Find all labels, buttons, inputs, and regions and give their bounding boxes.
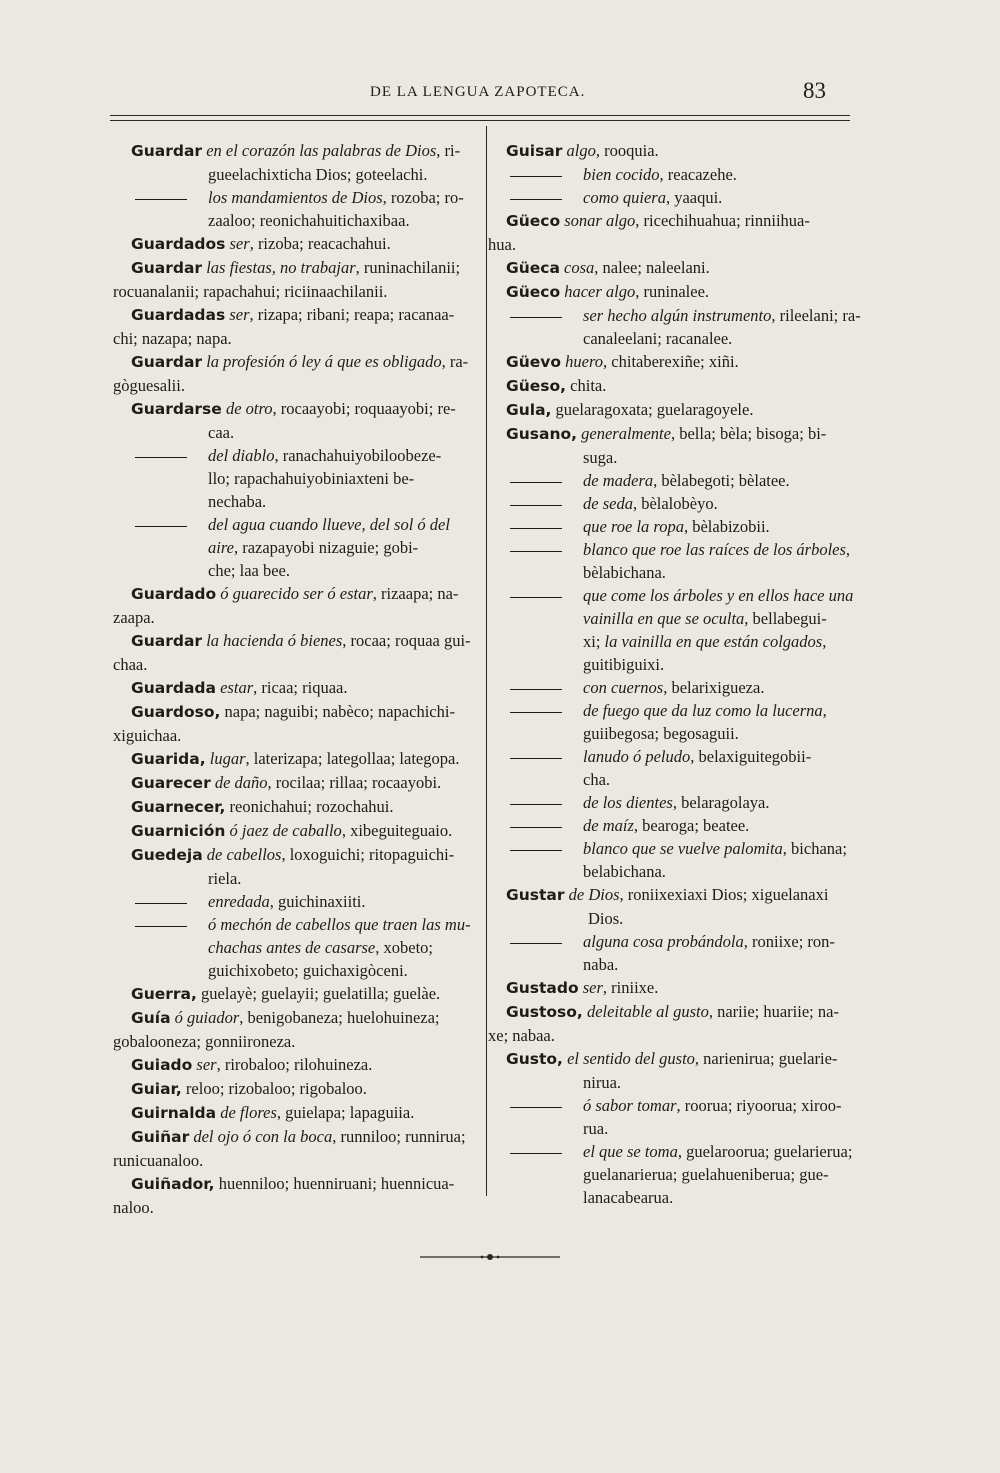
entry-line bbox=[113, 606, 479, 629]
qualifier-text: ser bbox=[582, 978, 603, 997]
entry-headword-line bbox=[488, 398, 866, 422]
definition-text: , laterizapa; lategollaa; lategopa. bbox=[245, 749, 460, 768]
definition-text: hua. bbox=[488, 235, 516, 254]
definition-text: naloo. bbox=[113, 1198, 154, 1217]
entry-headword-line bbox=[488, 209, 866, 233]
headword: Gustar bbox=[506, 886, 565, 904]
entry-line bbox=[488, 814, 866, 837]
entry-line bbox=[488, 630, 866, 653]
repeat-dash bbox=[510, 1153, 562, 1154]
definition-text: , guelaroorua; guelarierua; bbox=[677, 1142, 853, 1161]
definition-text: reloo; rizobaloo; rigobaloo. bbox=[181, 1079, 367, 1098]
headword: Güevo bbox=[506, 353, 562, 371]
qualifier-text: ó guiador bbox=[174, 1008, 240, 1027]
headword: Guardar bbox=[131, 259, 203, 277]
definition-text: , bèlalobèyo. bbox=[632, 494, 718, 513]
qualifier-text: alguna cosa probándola bbox=[583, 932, 744, 951]
entry-headword-line bbox=[113, 700, 479, 724]
definition-text: , narienirua; guelarie- bbox=[694, 1049, 838, 1068]
entry-headword-line bbox=[113, 795, 479, 819]
definition-text: napa; naguibi; nabèco; napachichi- bbox=[220, 702, 455, 721]
qualifier-text: las fiestas, no trabajar bbox=[206, 258, 356, 277]
definition-text: rocuanalanii; rapachahui; riciinaachilanii. bbox=[113, 282, 388, 301]
qualifier-text: de los dientes bbox=[583, 793, 673, 812]
qualifier-text: aire bbox=[208, 538, 234, 557]
headword: Güeco bbox=[506, 212, 561, 230]
qualifier-text: la profesión ó ley á que es obligado bbox=[206, 352, 442, 371]
definition-text: caa. bbox=[208, 423, 235, 442]
definition-text: , chitaberexiñe; xiñi. bbox=[603, 352, 739, 371]
qualifier-text: ó jaez de caballo bbox=[229, 821, 342, 840]
headword: Gula, bbox=[506, 401, 552, 419]
definition-text: naba. bbox=[583, 955, 619, 974]
entry-headword-line bbox=[488, 883, 866, 907]
definition-text: chita. bbox=[566, 376, 607, 395]
repeat-dash bbox=[510, 551, 562, 552]
entry-line bbox=[113, 513, 479, 536]
repeat-dash bbox=[510, 505, 562, 506]
right-column bbox=[488, 139, 866, 1209]
qualifier-text: ser bbox=[196, 1055, 217, 1074]
headword: Guiado bbox=[131, 1056, 193, 1074]
repeat-dash bbox=[510, 482, 562, 483]
qualifier-text: ser hecho algún instrumento bbox=[583, 306, 772, 325]
qualifier-text: lugar bbox=[209, 749, 246, 768]
repeat-dash bbox=[510, 850, 562, 851]
qualifier-text: generalmente bbox=[581, 424, 671, 443]
definition-text: , bbox=[845, 540, 851, 559]
entry-headword-line bbox=[113, 397, 479, 421]
definition-text: cha. bbox=[583, 770, 611, 789]
definition-text: , loxoguichi; ritopaguichi- bbox=[281, 845, 455, 864]
definition-text: , yaaqui. bbox=[665, 188, 723, 207]
qualifier-text: el sentido del gusto bbox=[567, 1049, 695, 1068]
definition-text: , roniixe; ron- bbox=[743, 932, 835, 951]
definition-text: , rocaa; roquaa gui- bbox=[342, 631, 471, 650]
headword: Gustado bbox=[506, 979, 579, 997]
entry-line bbox=[488, 515, 866, 538]
entry-line bbox=[488, 538, 866, 561]
entry-headword-line bbox=[113, 232, 479, 256]
headword: Gustoso, bbox=[506, 1003, 583, 1021]
repeat-dash bbox=[510, 804, 562, 805]
definition-text: , bèlabegoti; bèlatee. bbox=[653, 471, 790, 490]
repeat-dash bbox=[135, 926, 187, 927]
entry-line bbox=[113, 209, 479, 232]
qualifier-text: ser bbox=[229, 305, 250, 324]
qualifier-text: ó guarecido ser ó estar bbox=[220, 584, 373, 603]
headword: Guiar, bbox=[131, 1080, 182, 1098]
definition-text: , runinalee. bbox=[635, 282, 710, 301]
entry-headword-line bbox=[113, 139, 479, 163]
headword: Guardar bbox=[131, 353, 203, 371]
qualifier-text: en el corazón las palabras de Dios bbox=[206, 141, 437, 160]
qualifier-text: chachas antes de casarse bbox=[208, 938, 376, 957]
entry-line bbox=[113, 186, 479, 209]
entry-line bbox=[488, 907, 866, 930]
definition-text: guelanarierua; guelahueniberua; gue- bbox=[583, 1165, 829, 1184]
definition-text: , ranachahuiyobiloobeze- bbox=[274, 446, 442, 465]
repeat-dash bbox=[135, 199, 187, 200]
entry-line bbox=[488, 163, 866, 186]
qualifier-text: de maíz bbox=[583, 816, 634, 835]
qualifier-text: estar bbox=[220, 678, 254, 697]
left-column bbox=[113, 139, 479, 1219]
headword: Guirnalda bbox=[131, 1104, 217, 1122]
qualifier-text: la hacienda ó bienes bbox=[206, 631, 343, 650]
entry-headword-line bbox=[113, 1077, 479, 1101]
definition-text: , rizaapa; na- bbox=[372, 584, 459, 603]
entry-line bbox=[488, 1024, 866, 1047]
entry-headword-line bbox=[113, 747, 479, 771]
qualifier-text: blanco que se vuelve palomita bbox=[583, 839, 783, 858]
entry-line bbox=[113, 913, 479, 936]
definition-text: , nalee; naleelani. bbox=[594, 258, 710, 277]
definition-text: guichixobeto; guichaxigòceni. bbox=[208, 961, 408, 980]
entry-line bbox=[488, 653, 866, 676]
definition-text: , bichana; bbox=[782, 839, 847, 858]
entry-headword-line bbox=[113, 771, 479, 795]
repeat-dash bbox=[510, 943, 562, 944]
entry-headword-line bbox=[488, 976, 866, 1000]
entry-line bbox=[488, 607, 866, 630]
entry-line bbox=[113, 374, 479, 397]
definition-text: nirua. bbox=[583, 1073, 622, 1092]
entry-line bbox=[488, 1163, 866, 1186]
definition-text: Dios. bbox=[588, 909, 624, 928]
definition-text: xe; nabaa. bbox=[488, 1026, 555, 1045]
qualifier-text: la vainilla en que están colgados bbox=[604, 632, 823, 651]
definition-text: gueelachixticha Dios; goteelachi. bbox=[208, 165, 428, 184]
entry-headword-line bbox=[113, 1006, 479, 1030]
definition-text: guitibiguixi. bbox=[583, 655, 665, 674]
entry-line bbox=[113, 1149, 479, 1172]
qualifier-text: vainilla en que se oculta bbox=[583, 609, 745, 628]
headword: Guardar bbox=[131, 632, 203, 650]
definition-text: canaleelani; racanalee. bbox=[583, 329, 733, 348]
qualifier-text: deleitable al gusto bbox=[586, 1002, 709, 1021]
headword: Guarecer bbox=[131, 774, 211, 792]
running-head: DE LA LENGUA ZAPOTECA. bbox=[370, 84, 586, 100]
entry-headword-line bbox=[113, 819, 479, 843]
headword: Gusto, bbox=[506, 1050, 563, 1068]
entry-line bbox=[488, 186, 866, 209]
qualifier-text: del ojo ó con la boca bbox=[193, 1127, 333, 1146]
entry-headword-line bbox=[113, 582, 479, 606]
headword: Guarnición bbox=[131, 822, 226, 840]
headword: Gusano, bbox=[506, 425, 578, 443]
qualifier-text: bien cocido bbox=[583, 165, 660, 184]
definition-text: lanacabearua. bbox=[583, 1188, 674, 1207]
qualifier-text: de flores bbox=[220, 1103, 277, 1122]
headword: Guardada bbox=[131, 679, 216, 697]
entry-headword-line bbox=[488, 139, 866, 163]
definition-text: , bellabegui- bbox=[744, 609, 827, 628]
definition-text: nechaba. bbox=[208, 492, 267, 511]
headword: Guardado bbox=[131, 585, 217, 603]
definition-text: , rocaayobi; roquaayobi; re- bbox=[272, 399, 456, 418]
definition-text: , rooquia. bbox=[595, 141, 659, 160]
definition-text: , xobeto; bbox=[375, 938, 434, 957]
definition-text: , guichinaxiiti. bbox=[269, 892, 366, 911]
entry-line bbox=[488, 745, 866, 768]
entry-line bbox=[488, 1094, 866, 1117]
entry-line bbox=[113, 1030, 479, 1053]
definition-text: reonichahui; rozochahui. bbox=[225, 797, 394, 816]
entry-line bbox=[113, 1196, 479, 1219]
entry-headword-line bbox=[488, 1047, 866, 1071]
entry-line bbox=[113, 444, 479, 467]
definition-text: , rozoba; ro- bbox=[382, 188, 464, 207]
definition-text: chaa. bbox=[113, 655, 148, 674]
entry-line bbox=[488, 584, 866, 607]
entry-line bbox=[113, 867, 479, 890]
entry-line bbox=[488, 791, 866, 814]
definition-text: xiguichaa. bbox=[113, 726, 182, 745]
repeat-dash bbox=[510, 689, 562, 690]
definition-text: , ricechihuahua; rinniihua- bbox=[635, 211, 810, 230]
page-number: 83 bbox=[803, 78, 826, 103]
definition-text: , roniixexiaxi Dios; xiguelanaxi bbox=[619, 885, 829, 904]
repeat-dash bbox=[510, 597, 562, 598]
definition-text: che; laa bee. bbox=[208, 561, 290, 580]
entry-line bbox=[113, 559, 479, 582]
repeat-dash bbox=[510, 758, 562, 759]
headword: Guisar bbox=[506, 142, 563, 160]
entry-line bbox=[488, 676, 866, 699]
entry-headword-line bbox=[113, 303, 479, 327]
definition-text: suga. bbox=[583, 448, 618, 467]
headword: Guarida, bbox=[131, 750, 206, 768]
definition-text: , ra- bbox=[441, 352, 469, 371]
definition-text: , bbox=[822, 701, 827, 720]
definition-text: , ri- bbox=[436, 141, 461, 160]
definition-text: gobalooneza; gonniironeza. bbox=[113, 1032, 296, 1051]
definition-text: , ricaa; riquaa. bbox=[253, 678, 348, 697]
entry-line bbox=[113, 959, 479, 982]
entry-line bbox=[488, 1117, 866, 1140]
qualifier-text: que roe la ropa bbox=[583, 517, 684, 536]
headword: Güeco bbox=[506, 283, 561, 301]
qualifier-text: sonar algo bbox=[564, 211, 636, 230]
definition-text: , bèlabizobii. bbox=[683, 517, 770, 536]
headword: Guardoso, bbox=[131, 703, 221, 721]
headword: Guardadas bbox=[131, 306, 226, 324]
entry-line bbox=[113, 163, 479, 186]
definition-text: , runniloo; runnirua; bbox=[332, 1127, 466, 1146]
entry-headword-line bbox=[488, 374, 866, 398]
definition-text: , rizoba; reacachahui. bbox=[249, 234, 391, 253]
repeat-dash bbox=[135, 903, 187, 904]
definition-text: huenniloo; huenniruani; huennicua- bbox=[214, 1174, 455, 1193]
entry-line bbox=[113, 490, 479, 513]
definition-text: zaapa. bbox=[113, 608, 155, 627]
repeat-dash bbox=[135, 457, 187, 458]
column-divider bbox=[486, 126, 487, 1196]
entry-line bbox=[113, 421, 479, 444]
definition-text: , rocilaa; rillaa; rocaayobi. bbox=[267, 773, 442, 792]
definition-text: runicuanaloo. bbox=[113, 1151, 204, 1170]
end-ornament bbox=[420, 1252, 560, 1262]
repeat-dash bbox=[510, 528, 562, 529]
definition-text: riela. bbox=[208, 869, 242, 888]
definition-text: , runinachilanii; bbox=[355, 258, 461, 277]
definition-text: , bbox=[822, 632, 827, 651]
entry-line bbox=[113, 536, 479, 559]
qualifier-text: de otro bbox=[225, 399, 273, 418]
definition-text: , xibeguiteguaio. bbox=[341, 821, 453, 840]
entry-line bbox=[488, 304, 866, 327]
entry-line bbox=[488, 699, 866, 722]
qualifier-text: algo bbox=[566, 141, 596, 160]
entry-headword-line bbox=[488, 1000, 866, 1024]
definition-text: zaaloo; reonichahuitichaxibaa. bbox=[208, 211, 410, 230]
entry-line bbox=[488, 561, 866, 584]
qualifier-text: de fuego que da luz como la lucerna bbox=[583, 701, 823, 720]
definition-text: , riniixe. bbox=[602, 978, 659, 997]
headword: Güeca bbox=[506, 259, 560, 277]
definition-text: , bella; bèla; bisoga; bi- bbox=[670, 424, 827, 443]
qualifier-text: los mandamientos de Dios bbox=[208, 188, 383, 207]
entry-headword-line bbox=[113, 676, 479, 700]
entry-line bbox=[488, 953, 866, 976]
definition-text: , razapayobi nizaguie; gobi- bbox=[233, 538, 419, 557]
entry-headword-line bbox=[113, 1172, 479, 1196]
qualifier-text: de seda bbox=[583, 494, 633, 513]
entry-headword-line bbox=[113, 350, 479, 374]
headword: Guiñar bbox=[131, 1128, 190, 1146]
definition-text: , belaxiguitegobii- bbox=[690, 747, 812, 766]
repeat-dash bbox=[135, 526, 187, 527]
entry-line bbox=[488, 446, 866, 469]
qualifier-text: enredada bbox=[208, 892, 270, 911]
definition-text: guelayè; guelayii; guelatilla; guelàe. bbox=[196, 984, 441, 1003]
definition-text: , belaragolaya. bbox=[672, 793, 770, 812]
qualifier-text: huero bbox=[565, 352, 604, 371]
headword: Guarnecer, bbox=[131, 798, 226, 816]
entry-headword-line bbox=[113, 843, 479, 867]
qualifier-text: de cabellos bbox=[206, 845, 282, 864]
headword: Guardados bbox=[131, 235, 226, 253]
definition-text: , guielapa; lapaguiia. bbox=[276, 1103, 415, 1122]
qualifier-text: hacer algo bbox=[564, 282, 636, 301]
qualifier-text: de daño bbox=[214, 773, 268, 792]
qualifier-text: el que se toma bbox=[583, 1142, 678, 1161]
entry-headword-line bbox=[113, 1053, 479, 1077]
entry-line bbox=[488, 1071, 866, 1094]
headword: Guía bbox=[131, 1009, 171, 1027]
qualifier-text: ser bbox=[229, 234, 250, 253]
headword: Guardar bbox=[131, 142, 203, 160]
entry-line bbox=[113, 280, 479, 303]
entry-headword-line bbox=[113, 1125, 479, 1149]
entry-line bbox=[113, 327, 479, 350]
definition-text: guelaragoxata; guelaragoyele. bbox=[551, 400, 754, 419]
headword: Guiñador, bbox=[131, 1175, 215, 1193]
definition-text: gòguesalii. bbox=[113, 376, 185, 395]
qualifier-text: ó mechón de cabellos que traen las mu- bbox=[208, 915, 471, 934]
entry-line bbox=[113, 653, 479, 676]
definition-text: llo; rapachahuiyobiniaxteni be- bbox=[208, 469, 415, 488]
entry-headword-line bbox=[488, 422, 866, 446]
repeat-dash bbox=[510, 712, 562, 713]
entry-line bbox=[488, 469, 866, 492]
headword: Güeso, bbox=[506, 377, 567, 395]
entry-line bbox=[488, 233, 866, 256]
entry-line bbox=[488, 327, 866, 350]
entry-line bbox=[488, 768, 866, 791]
definition-text: , belarixigueza. bbox=[663, 678, 765, 697]
definition-text: rua. bbox=[583, 1119, 609, 1138]
qualifier-text: blanco que roe las raíces de los árboles bbox=[583, 540, 846, 559]
headword: Guedeja bbox=[131, 846, 203, 864]
qualifier-text: cosa bbox=[564, 258, 595, 277]
repeat-dash bbox=[510, 317, 562, 318]
definition-text: xi; bbox=[583, 632, 605, 651]
definition-text: chi; nazapa; napa. bbox=[113, 329, 232, 348]
repeat-dash bbox=[510, 176, 562, 177]
entry-line bbox=[488, 930, 866, 953]
definition-text: , benigobaneza; huelohuineza; bbox=[239, 1008, 440, 1027]
entry-headword-line bbox=[488, 280, 866, 304]
qualifier-text: que come los árboles y en ellos hace una bbox=[583, 586, 854, 605]
entry-line bbox=[113, 467, 479, 490]
definition-text: , rizapa; ribani; reapa; racanaa- bbox=[249, 305, 455, 324]
entry-headword-line bbox=[113, 982, 479, 1006]
repeat-dash bbox=[510, 1107, 562, 1108]
entry-headword-line bbox=[113, 256, 479, 280]
definition-text: , rileelani; ra- bbox=[771, 306, 861, 325]
qualifier-text: con cuernos bbox=[583, 678, 664, 697]
header-rule-bottom bbox=[110, 120, 850, 121]
definition-text: , roorua; riyoorua; xiroo- bbox=[676, 1096, 842, 1115]
entry-headword-line bbox=[488, 256, 866, 280]
headword: Guerra, bbox=[131, 985, 197, 1003]
qualifier-text: del diablo bbox=[208, 446, 275, 465]
headword: Guardarse bbox=[131, 400, 222, 418]
repeat-dash bbox=[510, 199, 562, 200]
qualifier-text: del agua cuando llueve, del sol ó del bbox=[208, 515, 450, 534]
entry-headword-line bbox=[488, 350, 866, 374]
qualifier-text: ó sabor tomar bbox=[583, 1096, 677, 1115]
entry-headword-line bbox=[113, 629, 479, 653]
entry-line bbox=[488, 1186, 866, 1209]
definition-text: belabichana. bbox=[583, 862, 666, 881]
entry-line bbox=[488, 860, 866, 883]
definition-text: guiibegosa; begosaguii. bbox=[583, 724, 739, 743]
entry-line bbox=[113, 724, 479, 747]
entry-line bbox=[113, 890, 479, 913]
qualifier-text: lanudo ó peludo bbox=[583, 747, 691, 766]
definition-text: , reacazehe. bbox=[659, 165, 737, 184]
entry-line bbox=[488, 837, 866, 860]
header-rule-top bbox=[110, 115, 850, 116]
definition-text: bèlabichana. bbox=[583, 563, 666, 582]
qualifier-text: como quiera bbox=[583, 188, 666, 207]
qualifier-text: de madera bbox=[583, 471, 654, 490]
entry-headword-line bbox=[113, 1101, 479, 1125]
repeat-dash bbox=[510, 827, 562, 828]
qualifier-text: de Dios bbox=[568, 885, 620, 904]
entry-line bbox=[113, 936, 479, 959]
entry-line bbox=[488, 492, 866, 515]
entry-line bbox=[488, 722, 866, 745]
definition-text: , bearoga; beatee. bbox=[633, 816, 750, 835]
definition-text: , nariie; huariie; na- bbox=[708, 1002, 839, 1021]
entry-line bbox=[488, 1140, 866, 1163]
definition-text: , rirobaloo; rilohuineza. bbox=[216, 1055, 373, 1074]
